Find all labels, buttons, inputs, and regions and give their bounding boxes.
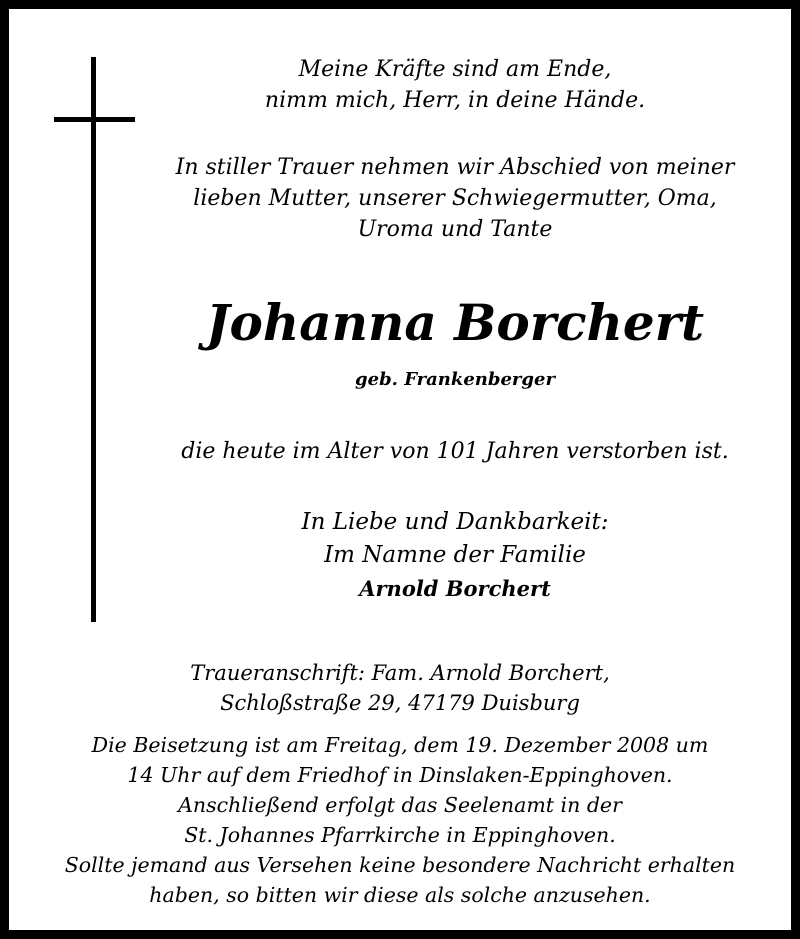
signer-name: Arnold Borchert xyxy=(359,576,551,601)
cross-icon xyxy=(91,57,96,622)
cross-icon-crossbar xyxy=(54,117,135,122)
burial-line: haben, so bitten wir diese als solche anzusehen. xyxy=(149,883,651,907)
address-line: Traueranschrift: Fam. Arnold Borchert, xyxy=(190,661,610,685)
intro-line: Uroma und Tante xyxy=(357,217,553,242)
birth-name: geb. Frankenberger xyxy=(355,369,555,390)
bible-verse xyxy=(150,54,760,116)
address-line: Schloßstraße 29, 47179 Duisburg xyxy=(220,691,580,715)
mourning-address xyxy=(100,658,700,718)
burial-line: St. Johannes Pfarrkirche in Eppinghoven. xyxy=(184,823,616,847)
closing-line: In Liebe und Dankbarkeit: xyxy=(301,509,609,535)
burial-line: Sollte jemand aus Versehen keine besondere Nachricht erhalten xyxy=(64,853,736,877)
closing-signature xyxy=(150,506,760,605)
burial-line: 14 Uhr auf dem Friedhof in Dinslaken-Eppinghoven. xyxy=(127,763,673,787)
deceased-name: Johanna Borchert xyxy=(205,293,705,352)
verse-line: nimm mich, Herr, in deine Hände. xyxy=(264,88,646,113)
age-statement: die heute im Alter von 101 Jahren verstorben ist. xyxy=(181,439,729,464)
burial-details xyxy=(20,730,780,910)
burial-line: Anschließend erfolgt das Seelenamt in der xyxy=(178,793,622,817)
burial-line: Die Beisetzung ist am Freitag, dem 19. Dezember 2008 um xyxy=(91,733,709,757)
closing-line: Im Namne der Familie xyxy=(324,542,586,568)
intro-line: In stiller Trauer nehmen wir Abschied von meiner xyxy=(175,155,735,180)
intro-line: lieben Mutter, unserer Schwiegermutter, Oma, xyxy=(193,186,717,211)
verse-line: Meine Kräfte sind am Ende, xyxy=(298,57,612,82)
mourning-intro xyxy=(150,152,760,245)
